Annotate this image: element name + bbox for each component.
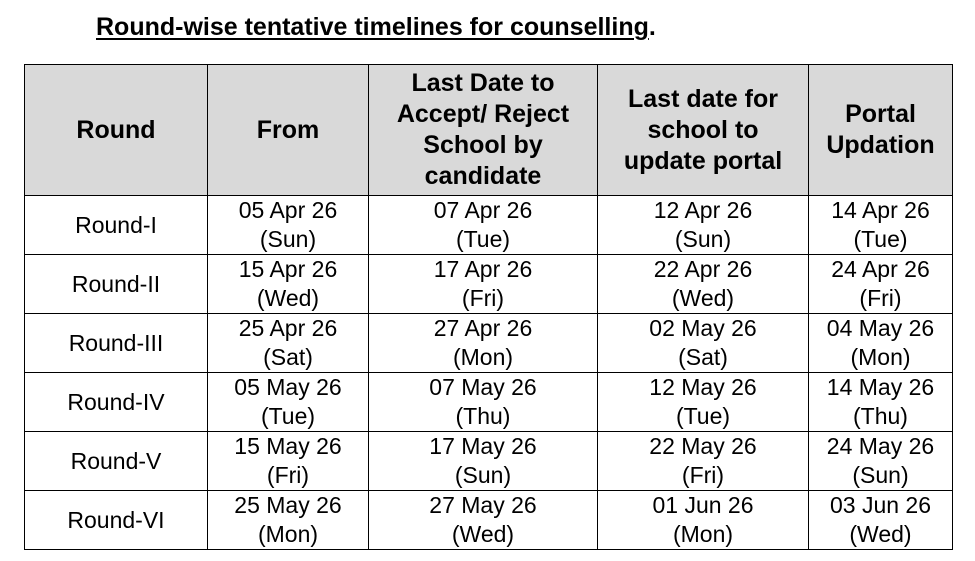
table-row (25, 491, 953, 550)
from-date-weekday: (Wed) (256, 285, 320, 311)
from-date-weekday: (Sat) (263, 344, 313, 370)
accept-reject-date: 27 May 26 (429, 492, 537, 518)
portal-updation-date: 24 May 26 (826, 433, 935, 459)
page-title-period: . (648, 13, 656, 41)
school-update-date: 22 Apr 26 (653, 256, 753, 282)
table-row (25, 255, 953, 314)
portal-updation-date: 04 May 26 (826, 315, 935, 341)
accept-reject-date-weekday: (Mon) (452, 344, 514, 370)
accept-reject-date-weekday: (Sun) (454, 462, 512, 488)
from-date-cell (208, 491, 369, 550)
from-date-weekday: (Mon) (257, 521, 319, 547)
portal-updation-date-weekday: (Sun) (852, 462, 909, 488)
portal-updation-date: 14 Apr 26 (831, 197, 930, 223)
table-header-row (25, 65, 953, 196)
column-header-round: Round (25, 65, 208, 196)
round-cell: Round-VI (25, 491, 208, 550)
portal-updation-date-cell (809, 314, 953, 373)
column-header-from: From (208, 65, 369, 196)
school-update-date: 22 May 26 (649, 433, 757, 459)
school-update-date: 12 May 26 (649, 374, 757, 400)
accept-reject-date-cell (369, 255, 598, 314)
accept-reject-date-cell (369, 373, 598, 432)
school-update-date-weekday: (Sat) (678, 344, 728, 370)
from-date-weekday: (Fri) (266, 462, 310, 488)
from-date: 25 Apr 26 (238, 315, 338, 341)
column-header-accept-reject: Last Date to Accept/ Reject School by candidate (369, 65, 598, 196)
school-update-date: 12 Apr 26 (653, 197, 753, 223)
school-update-date-cell (598, 491, 809, 550)
school-update-date-weekday: (Mon) (672, 521, 734, 547)
from-date: 25 May 26 (234, 492, 342, 518)
portal-updation-date-weekday: (Thu) (853, 403, 908, 429)
school-update-date-cell (598, 373, 809, 432)
school-update-date-weekday: (Fri) (681, 462, 725, 488)
round-cell: Round-IV (25, 373, 208, 432)
timeline-table (24, 64, 953, 550)
accept-reject-date-weekday: (Tue) (455, 226, 511, 252)
school-update-date-cell (598, 432, 809, 491)
accept-reject-date: 07 May 26 (429, 374, 537, 400)
from-date-weekday: (Sun) (259, 226, 317, 252)
school-update-date-cell (598, 196, 809, 255)
round-cell: Round-I (25, 196, 208, 255)
accept-reject-date: 17 May 26 (429, 433, 537, 459)
portal-updation-date-weekday: (Tue) (853, 226, 908, 252)
portal-updation-date-cell (809, 196, 953, 255)
page-title (96, 12, 656, 42)
round-cell: Round-II (25, 255, 208, 314)
table-row (25, 196, 953, 255)
table-row (25, 314, 953, 373)
portal-updation-date: 03 Jun 26 (829, 492, 932, 518)
school-update-date-cell (598, 314, 809, 373)
from-date-cell (208, 373, 369, 432)
portal-updation-date-weekday: (Mon) (850, 344, 911, 370)
column-header-school-update: Last date for school to update portal (598, 65, 809, 196)
school-update-date: 02 May 26 (649, 315, 757, 341)
accept-reject-date: 17 Apr 26 (433, 256, 533, 282)
from-date: 05 May 26 (234, 374, 342, 400)
from-date-cell (208, 196, 369, 255)
round-cell: Round-III (25, 314, 208, 373)
portal-updation-date: 14 May 26 (826, 374, 935, 400)
column-header-portal-updation: Portal Updation (809, 65, 953, 196)
from-date-cell (208, 255, 369, 314)
accept-reject-date-cell (369, 432, 598, 491)
accept-reject-date-cell (369, 314, 598, 373)
school-update-date-weekday: (Wed) (671, 285, 735, 311)
school-update-date-weekday: (Sun) (674, 226, 732, 252)
accept-reject-date-cell (369, 196, 598, 255)
school-update-date-cell (598, 255, 809, 314)
accept-reject-date-weekday: (Fri) (461, 285, 505, 311)
portal-updation-date-weekday: (Fri) (859, 285, 902, 311)
from-date-cell (208, 432, 369, 491)
accept-reject-date-weekday: (Thu) (455, 403, 511, 429)
accept-reject-date: 07 Apr 26 (433, 197, 533, 223)
portal-updation-date-cell (809, 491, 953, 550)
from-date: 15 May 26 (234, 433, 342, 459)
from-date: 15 Apr 26 (238, 256, 338, 282)
from-date-cell (208, 314, 369, 373)
round-cell: Round-V (25, 432, 208, 491)
portal-updation-date-cell (809, 373, 953, 432)
portal-updation-date-cell (809, 432, 953, 491)
accept-reject-date-cell (369, 491, 598, 550)
from-date-weekday: (Tue) (260, 403, 316, 429)
portal-updation-date-weekday: (Wed) (849, 521, 912, 547)
from-date: 05 Apr 26 (238, 197, 338, 223)
table-row (25, 432, 953, 491)
portal-updation-date: 24 Apr 26 (831, 256, 930, 282)
school-update-date-weekday: (Tue) (675, 403, 731, 429)
accept-reject-date-weekday: (Wed) (451, 521, 515, 547)
table-row (25, 373, 953, 432)
accept-reject-date: 27 Apr 26 (433, 315, 533, 341)
portal-updation-date-cell (809, 255, 953, 314)
page-title-text: Round-wise tentative timelines for counselling (96, 13, 649, 41)
school-update-date: 01 Jun 26 (652, 492, 754, 518)
